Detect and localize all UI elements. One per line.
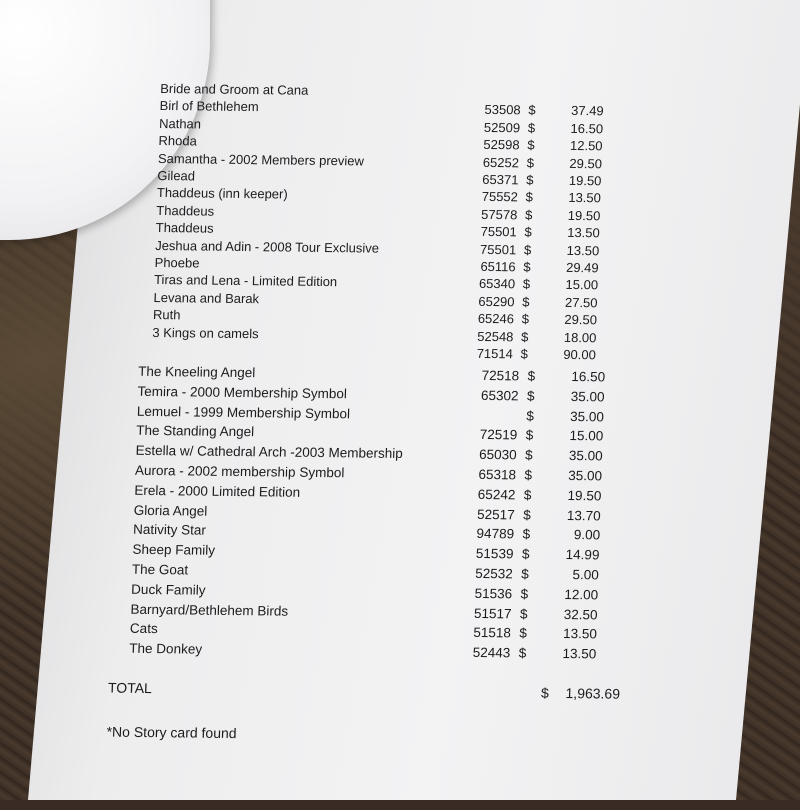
- currency-symbol: $: [515, 606, 527, 621]
- item-name: Gloria Angel: [134, 502, 208, 518]
- item-name: Birl of Bethlehem: [159, 98, 258, 114]
- item-price: 14.99: [539, 547, 599, 563]
- item-code: 65290: [462, 293, 514, 309]
- item-price: 90.00: [536, 347, 596, 363]
- item-code: 57578: [465, 206, 517, 222]
- item-price: 19.50: [541, 173, 601, 189]
- item-name: Samantha - 2002 Members preview: [158, 151, 364, 168]
- currency-symbol: $: [521, 190, 533, 205]
- item-code: 53508: [468, 102, 520, 118]
- item-name: Duck Family: [131, 582, 206, 598]
- currency-symbol: $: [516, 586, 528, 601]
- item-price: 35.00: [544, 388, 604, 404]
- currency-symbol: $: [523, 120, 535, 135]
- item-name: Sheep Family: [132, 542, 215, 558]
- item-price: 5.00: [539, 567, 599, 583]
- item-name: Cats: [130, 621, 158, 636]
- item-name: Thaddeus: [156, 203, 214, 219]
- item-price: 12.00: [538, 586, 598, 602]
- currency-symbol: $: [519, 242, 531, 257]
- item-code: 51536: [460, 586, 512, 602]
- item-price: 29.50: [537, 312, 597, 328]
- total-row: [0, 678, 778, 706]
- item-price: 27.50: [537, 294, 597, 310]
- item-name: Bride and Groom at Cana: [160, 81, 309, 98]
- currency-symbol: $: [520, 225, 532, 240]
- currency-symbol: $: [518, 277, 530, 292]
- item-code: 65246: [462, 311, 514, 327]
- item-code: 65340: [463, 276, 515, 292]
- item-code: 75552: [466, 189, 518, 205]
- item-code: 65302: [466, 388, 518, 404]
- item-price: 15.00: [543, 428, 603, 444]
- item-price: 13.50: [541, 190, 601, 206]
- item-price: 13.50: [540, 225, 600, 241]
- currency-symbol: $: [518, 259, 530, 274]
- item-name: Jeshua and Adin - 2008 Tour Exclusive: [155, 238, 379, 256]
- item-code: 52509: [468, 119, 520, 135]
- item-price: 35.00: [542, 468, 602, 484]
- item-price: 13.50: [536, 646, 596, 662]
- item-price: 37.49: [543, 103, 603, 119]
- currency-symbol: $: [523, 368, 535, 383]
- item-code: 52548: [461, 328, 513, 344]
- item-price: 29.49: [538, 260, 598, 276]
- item-code: 65030: [464, 447, 516, 463]
- item-code: 72518: [467, 368, 519, 384]
- item-code: 52517: [463, 506, 515, 522]
- currency-symbol: $: [521, 428, 533, 443]
- item-price: 13.50: [539, 242, 599, 258]
- item-price: 35.00: [542, 448, 602, 464]
- item-name: The Kneeling Angel: [138, 364, 256, 380]
- item-code: 65252: [467, 154, 519, 170]
- item-code: 52532: [461, 566, 513, 582]
- item-name: Estella w/ Cathedral Arch -2003 Membership: [135, 443, 403, 461]
- currency-symbol: $: [517, 312, 529, 327]
- item-name: Thaddeus (inn keeper): [157, 185, 288, 202]
- item-name: Rhoda: [158, 133, 197, 148]
- item-name: Levana and Barak: [153, 290, 259, 306]
- item-code: 65318: [464, 467, 516, 483]
- item-price: 35.00: [544, 408, 604, 424]
- total-value: 1,963.69: [558, 685, 621, 702]
- currency-symbol: $: [516, 329, 528, 344]
- item-name: Nativity Star: [133, 522, 206, 538]
- item-name: The Standing Angel: [136, 423, 254, 439]
- item-code: 75501: [465, 224, 517, 240]
- currency-symbol: $: [522, 155, 534, 170]
- item-code: 52443: [458, 645, 510, 661]
- item-code: 71514: [461, 346, 513, 362]
- item-code: 72519: [465, 427, 517, 443]
- item-price: 13.50: [537, 626, 597, 642]
- item-name: Phoebe: [154, 255, 199, 271]
- item-name: Aurora - 2002 membership Symbol: [135, 463, 345, 481]
- item-name: Temira - 2000 Membership Symbol: [137, 384, 347, 402]
- currency-symbol: $: [519, 487, 531, 502]
- total-currency: $: [541, 685, 549, 701]
- item-code: 51518: [459, 625, 511, 641]
- currency-symbol: $: [522, 408, 534, 423]
- currency-symbol: $: [515, 626, 527, 641]
- currency-symbol: $: [516, 346, 528, 361]
- currency-symbol: $: [517, 547, 529, 562]
- currency-symbol: $: [520, 448, 532, 463]
- item-name: Barnyard/Bethlehem Birds: [130, 601, 288, 618]
- currency-symbol: $: [517, 566, 529, 581]
- currency-symbol: $: [522, 138, 534, 153]
- item-name: Lemuel - 1999 Membership Symbol: [137, 403, 351, 421]
- item-price: 19.50: [540, 207, 600, 223]
- currency-symbol: $: [514, 646, 526, 661]
- item-code: 65371: [466, 172, 518, 188]
- currency-symbol: $: [517, 294, 529, 309]
- currency-symbol: $: [523, 103, 535, 118]
- footnote: *No Story card found: [106, 724, 236, 742]
- item-price: 12.50: [542, 138, 602, 154]
- item-name: Tiras and Lena - Limited Edition: [154, 272, 338, 289]
- item-code: 51539: [461, 546, 513, 562]
- item-name: The Goat: [132, 562, 189, 578]
- item-price: 16.50: [543, 120, 603, 136]
- currency-symbol: $: [521, 172, 533, 187]
- item-name: Gilead: [157, 168, 195, 183]
- item-price: 19.50: [541, 487, 601, 503]
- item-name: Erela - 2000 Limited Edition: [134, 483, 300, 500]
- item-name: Thaddeus: [156, 220, 214, 236]
- item-price: 32.50: [537, 606, 597, 622]
- total-label: TOTAL: [108, 680, 152, 697]
- item-code: 75501: [464, 241, 516, 257]
- item-code: 94789: [462, 526, 514, 542]
- item-price: 16.50: [545, 369, 605, 385]
- item-price: 29.50: [542, 155, 602, 171]
- currency-symbol: $: [522, 388, 534, 403]
- currency-symbol: $: [520, 467, 532, 482]
- item-name: Nathan: [159, 116, 201, 132]
- item-code: 65242: [463, 487, 515, 503]
- item-code: 51517: [459, 605, 511, 621]
- item-price: 13.70: [541, 507, 601, 523]
- item-name: Ruth: [153, 307, 181, 322]
- item-code: [466, 407, 518, 408]
- item-price: [544, 86, 604, 87]
- currency-symbol: $: [520, 207, 532, 222]
- currency-symbol: $: [519, 507, 531, 522]
- item-price: 9.00: [540, 527, 600, 543]
- currency-symbol: $: [518, 527, 530, 542]
- item-code: 65116: [463, 259, 515, 275]
- item-code: [469, 85, 521, 86]
- item-name: 3 Kings on camels: [152, 325, 259, 341]
- item-price: 15.00: [538, 277, 598, 293]
- item-code: 52598: [467, 137, 519, 153]
- item-price: 18.00: [536, 329, 596, 345]
- item-name: The Donkey: [129, 641, 202, 657]
